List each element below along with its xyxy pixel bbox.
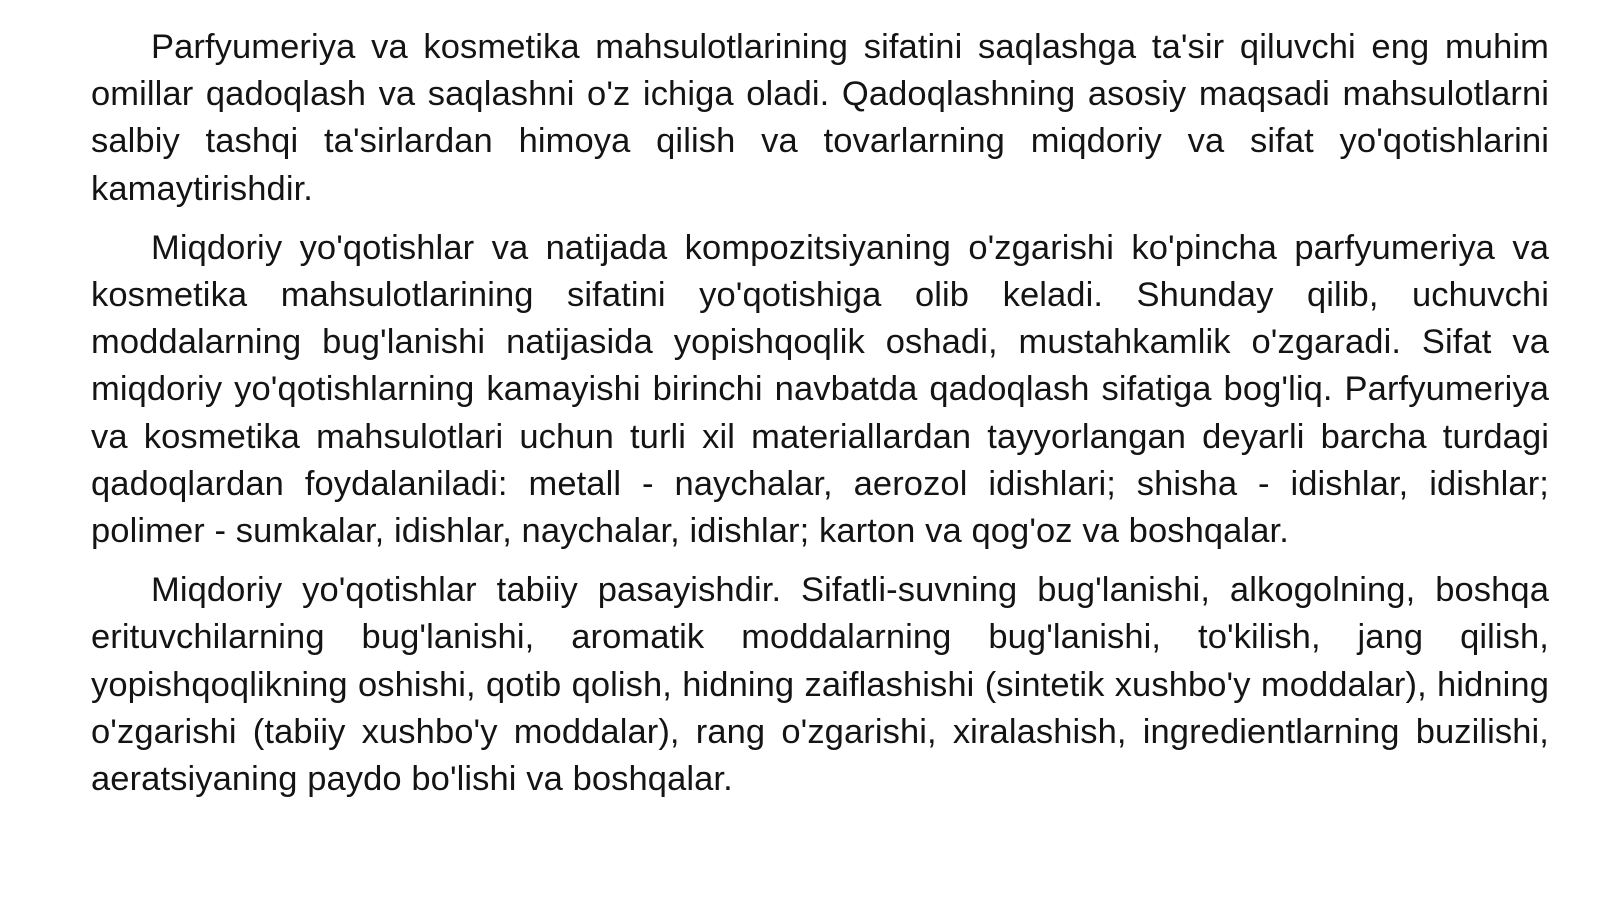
paragraph-natural-decrease: Miqdoriy yo'qotishlar tabiiy pasayishdir. Sifatli-suvning bug'lanishi, alkogolning, boshqa erituvchilarning bug'lanishi, aromatik moddalarning bug'lanishi, to'kilish, jang qilish, yopishqoqlikning oshishi, qotib qolish, hidning zaiflashishi (sintetik xushbo'y moddalar), hidning o'zgarishi (tabiiy xushbo'y moddalar), rang o'zgarishi, xiralashish, ingredientlarning buzilishi, aeratsiyaning paydo bo'lishi va boshqalar.	[91, 571, 1549, 799]
paragraph-packaging-factors: Parfyumeriya va kosmetika mahsulotlarining sifatini saqlashga ta'sir qiluvchi eng muhim omillar qadoqlash va saqlashni o'z ichiga oladi. Qadoqlashning asosiy maqsadi mahsulotlarni salbiy tashqi ta'sirlardan himoya qilish va tovarlarning miqdoriy va sifat yo'qotishlarini kamaytirishdir.	[91, 28, 1549, 208]
paragraph-quantitative-losses: Miqdoriy yo'qotishlar va natijada kompozitsiyaning o'zgarishi ko'pincha parfyumeriya va kosmetika mahsulotlarining sifatini yo'qotishiga olib keladi. Shunday qilib, uchuvchi moddalarning bug'lanishi natijasida yopishqoqlik oshadi, mustahkamlik o'zgaradi. Sifat va miqdoriy yo'qotishlarning kamayishi birinchi navbatda qadoqlash sifatiga bog'liq. Parfyumeriya va kosmetika mahsulotlari uchun turli xil materiallardan tayyorlangan deyarli barcha turdagi qadoqlardan foydalaniladi: metall - naychalar, aerozol idishlari; shisha - idishlar, idishlar; polimer - sumkalar, idishlar, naychalar, idishlar; karton va qog'oz va boshqalar.	[91, 228, 1549, 551]
document-body	[91, 24, 1549, 815]
